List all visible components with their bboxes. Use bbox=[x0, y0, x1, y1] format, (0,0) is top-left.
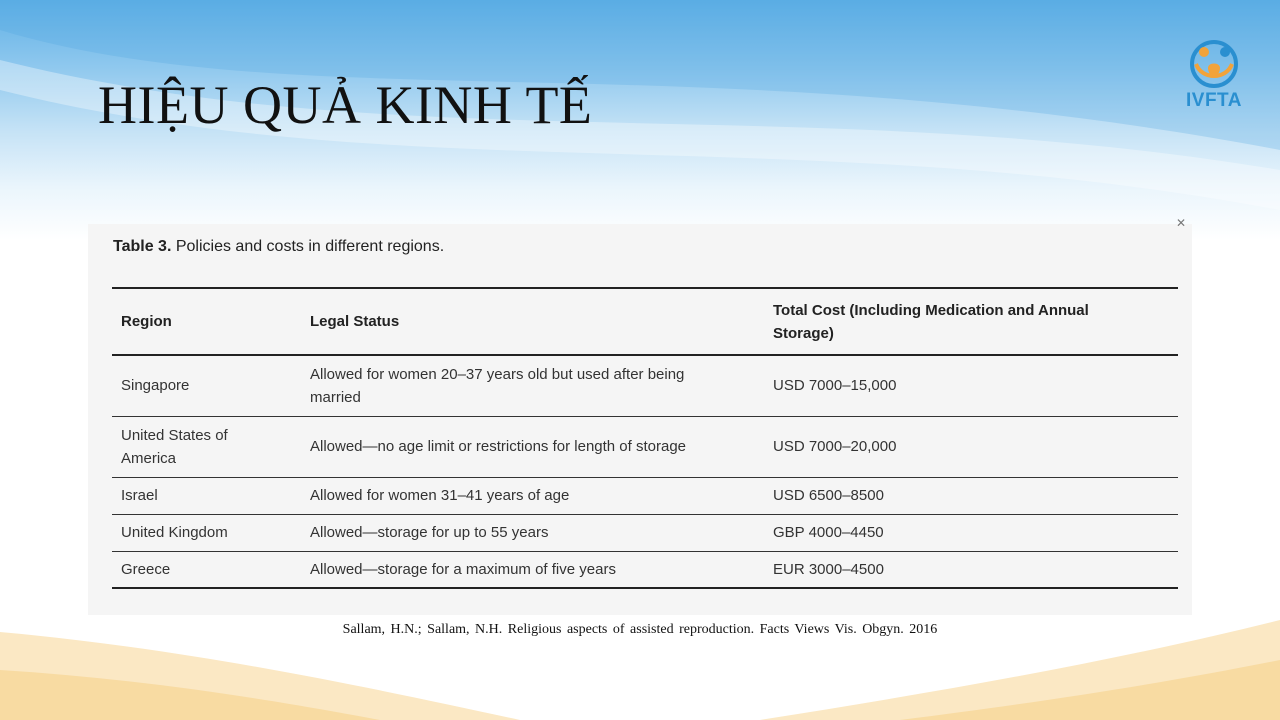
cell-region: United Kingdom bbox=[121, 524, 228, 541]
table-header-row bbox=[112, 288, 1178, 355]
cell-total-cost: USD 7000–15,000 bbox=[773, 377, 897, 395]
table-caption-text: Policies and costs in different regions. bbox=[171, 238, 445, 255]
cell-legal-status: Allowed—storage for up to 55 years bbox=[310, 524, 549, 541]
cell-legal-status: Allowed for women 20–37 years old but used after being married bbox=[310, 365, 685, 406]
table-row bbox=[112, 477, 1178, 514]
citation-reference: Sallam, H.N.; Sallam, N.H. Religious aspects of assisted reproduction. Facts Views Vis. Obgyn. 2016 bbox=[342, 622, 938, 637]
cell-total-cost: USD 7000–20,000 bbox=[773, 438, 897, 455]
table-row bbox=[112, 355, 1178, 416]
table-row bbox=[112, 416, 1178, 477]
header-legal-status: Legal Status bbox=[310, 313, 400, 330]
cell-region: Israel bbox=[121, 487, 158, 504]
close-icon[interactable]: ✕ bbox=[1176, 216, 1187, 230]
table-caption bbox=[113, 238, 444, 256]
header-total-cost: Total Cost (Including Medication and Annual Storage) bbox=[773, 301, 1089, 342]
cell-legal-status: Allowed—no age limit or restrictions for length of storage bbox=[310, 438, 687, 455]
policies-costs-table bbox=[112, 287, 1178, 589]
ivfta-logo-text: IVFTA bbox=[1186, 90, 1242, 111]
slide-title: HIỆU QUẢ KINH TẾ bbox=[98, 75, 593, 135]
cell-total-cost: EUR 3000–4500 bbox=[773, 560, 884, 578]
table-caption-label: Table 3. bbox=[113, 238, 172, 255]
cell-total-cost: USD 6500–8500 bbox=[773, 487, 884, 504]
header-region: Region bbox=[121, 313, 172, 330]
cell-legal-status: Allowed for women 31–41 years of age bbox=[310, 487, 570, 504]
table-row bbox=[112, 514, 1178, 551]
cell-region: United States of America bbox=[121, 426, 228, 467]
cell-region: Singapore bbox=[121, 377, 190, 395]
cell-region: Greece bbox=[121, 560, 171, 578]
cell-legal-status: Allowed—storage for a maximum of five years bbox=[310, 560, 616, 578]
table-row bbox=[112, 551, 1178, 588]
cell-total-cost: GBP 4000–4450 bbox=[773, 524, 884, 541]
